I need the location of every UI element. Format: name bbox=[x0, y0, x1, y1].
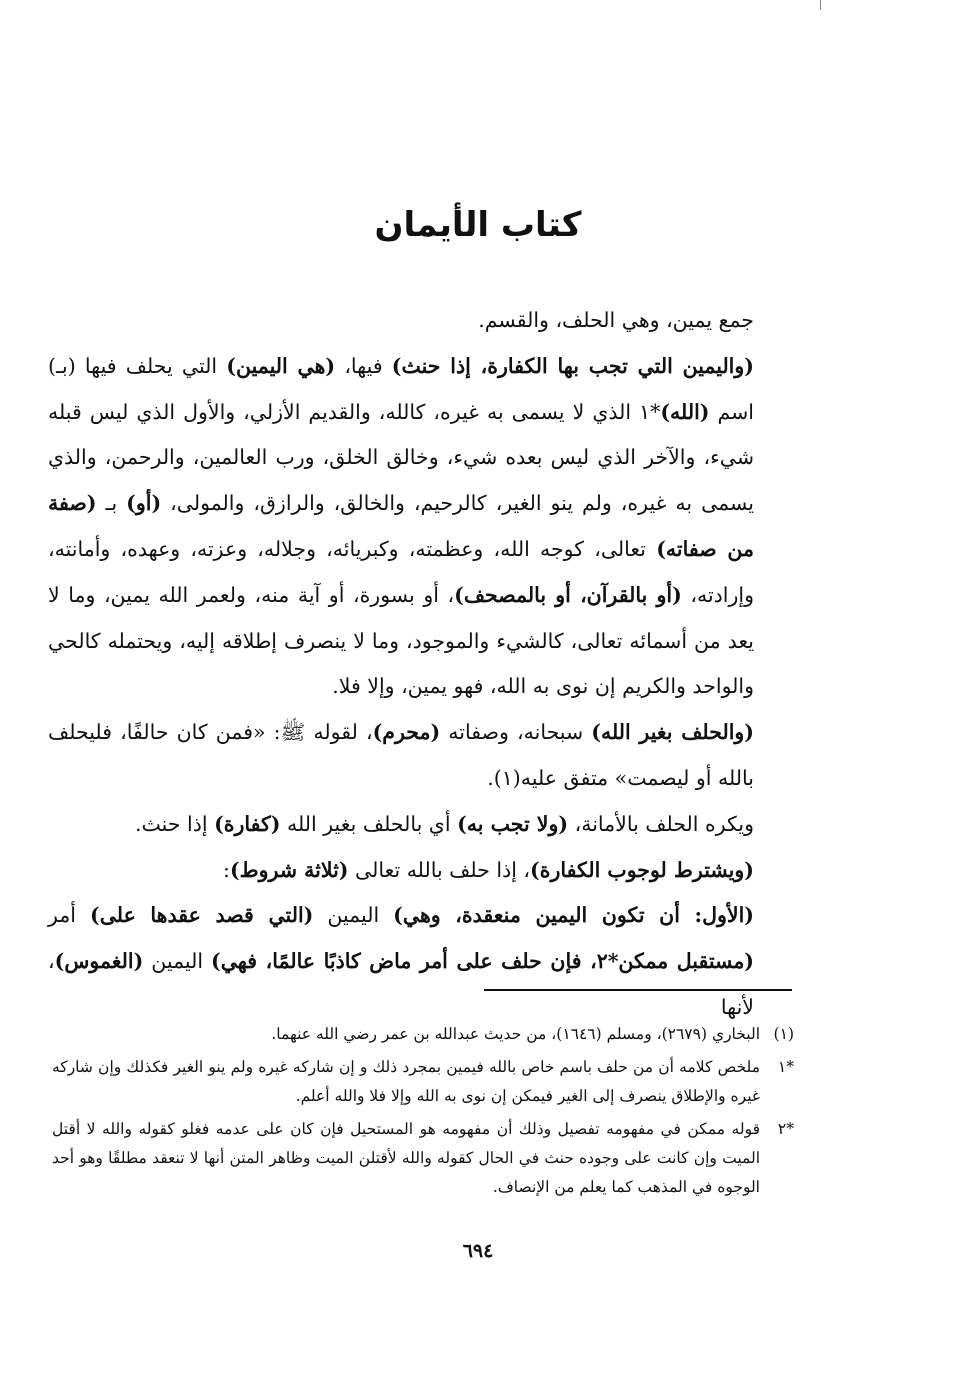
text-segment: إذا حنث. bbox=[135, 811, 215, 836]
bold-text-segment: (التي قصد عقدها على) bbox=[90, 903, 314, 928]
footnote-number: *١ bbox=[777, 1058, 794, 1076]
footnote-text: قوله ممكن في مفهومه تفصيل وذلك أن مفهومه هو المستحيل فإن كان على عدمه فغلو كقوله والله لا أقتل الميت وإن كانت على وجوده حنث في الحال كقوله والله لأقتلن الميت وظاهر المتن أنها لا تنعقد مطلقًا وهو أحد الوجوه في المذهب كما يعلم من الإنصاف. bbox=[52, 1120, 760, 1196]
footnote bbox=[52, 1115, 794, 1202]
text-segment: تعالى، كوجه الله، وعظمته، وكبريائه، وجلاله، وعزته، وعهده، وأمانته، وإرادته، bbox=[48, 536, 754, 607]
page-edge-mark bbox=[820, 0, 821, 10]
bold-text-segment: (صفة من صفاته) bbox=[48, 491, 754, 561]
text-segment: سبحانه، وصفاته bbox=[440, 720, 592, 745]
text-segment: أي بالحلف بغير الله bbox=[280, 811, 458, 836]
footnote-number: *٢ bbox=[777, 1120, 794, 1138]
paragraph-swearing-by-other bbox=[48, 710, 796, 802]
bold-text-segment: (واليمين التي تجب بها الكفارة، إذا حنث) bbox=[391, 353, 754, 378]
bold-text-segment: (ولا تجب به) bbox=[457, 811, 569, 836]
bold-text-segment: (الله) bbox=[660, 399, 710, 424]
bold-text-segment: (والحلف بغير الله) bbox=[591, 720, 754, 745]
paragraph-swearing-by-trust bbox=[48, 802, 796, 848]
text-segment: اليمين bbox=[143, 949, 212, 974]
text-segment: ، إذا حلف بالله تعالى bbox=[348, 857, 531, 882]
bold-text-segment: (أو بالقرآن، أو بالمصحف) bbox=[454, 582, 682, 607]
text-segment: ، أو بسورة، أو آية منه، ولعمر الله يمين، وما لا يعد من أسمائه تعالى، كالشيء والموجود، وما لا ينصرف إطلاقه إليه، ويحتمله كالحي والواحد والكريم إن نوى به الله، فهو يمين، وإلا فلا. bbox=[48, 582, 754, 699]
footnote-separator bbox=[484, 989, 792, 991]
page-number: ٦٩٤ bbox=[462, 1240, 494, 1262]
paragraph-oath-definition bbox=[48, 344, 796, 710]
text-segment: فيها، bbox=[335, 353, 392, 378]
bold-text-segment: (ويشترط لوجوب الكفارة) bbox=[530, 857, 754, 882]
text-segment: ، لقوله ﷺ: «فمن كان حالفًا، فليحلف بالله أو ليصمت» متفق عليه(١). bbox=[48, 720, 754, 790]
bold-text-segment: (الأول: أن تكون اليمين منعقدة، وهي) bbox=[393, 903, 754, 928]
text-segment: التي يحلف فيها (بـ) اسم bbox=[48, 353, 754, 424]
footnote-text: ملخص كلامه أن من حلف باسم خاص بالله فيمين بمجرد ذلك و إن شاركه غيره ولم ينو الغير فكذلك وإن شاركه غيره والإطلاق ينصرف إلى الغير فيمكن إن نوى به الله وإلا فلا والله أعلم. bbox=[52, 1058, 760, 1105]
bold-text-segment: (هي اليمين) bbox=[226, 353, 336, 378]
footnote-text: البخاري (٢٦٧٩)، ومسلم (١٦٤٦)، من حديث عبدالله بن عمر رضي الله عنهما. bbox=[271, 1025, 760, 1043]
footnote bbox=[52, 1053, 794, 1111]
footnote bbox=[52, 1020, 794, 1049]
footnotes bbox=[52, 1020, 794, 1206]
text-segment: ويكره الحلف بالأمانة، bbox=[568, 811, 754, 836]
text-segment: بـ bbox=[96, 491, 127, 516]
text-segment: أمر bbox=[48, 903, 90, 928]
bold-text-segment: (ثلاثة شروط) bbox=[229, 857, 349, 882]
bold-text-segment: (محرم) bbox=[372, 720, 441, 745]
text-segment: اليمين bbox=[313, 903, 394, 928]
text-segment: *١ الذي لا يسمى به غيره، كالله، والقديم الأزلي، والأول الذي ليس قبله شيء، والآخر الذي ليس بعده شيء، وخالق الخلق، ورب العالمين، والرحمن، والذي يسمى به غيره، ولم ينو الغير، كالرحيم، والخالق، والرازق، والمولى، bbox=[48, 399, 754, 516]
main-text bbox=[48, 298, 796, 1031]
footnote-number: (١) bbox=[773, 1025, 794, 1043]
chapter-title: كتاب الأيمان bbox=[374, 205, 582, 245]
bold-text-segment: (أو) bbox=[126, 491, 162, 516]
bold-text-segment: (كفارة) bbox=[214, 811, 281, 836]
text-segment: ، لأنها bbox=[48, 949, 754, 1019]
paragraph-first-condition bbox=[48, 893, 796, 1030]
paragraph-definition: جمع يمين، وهي الحلف، والقسم. bbox=[478, 308, 754, 332]
text-segment: : bbox=[223, 857, 230, 882]
paragraph-expiation-conditions bbox=[48, 848, 796, 894]
bold-text-segment: (الغموس) bbox=[54, 949, 144, 974]
bold-text-segment: (مستقبل ممكن*٢، فإن حلف على أمر ماض كاذبًا عالمًا، فهي) bbox=[211, 949, 754, 974]
